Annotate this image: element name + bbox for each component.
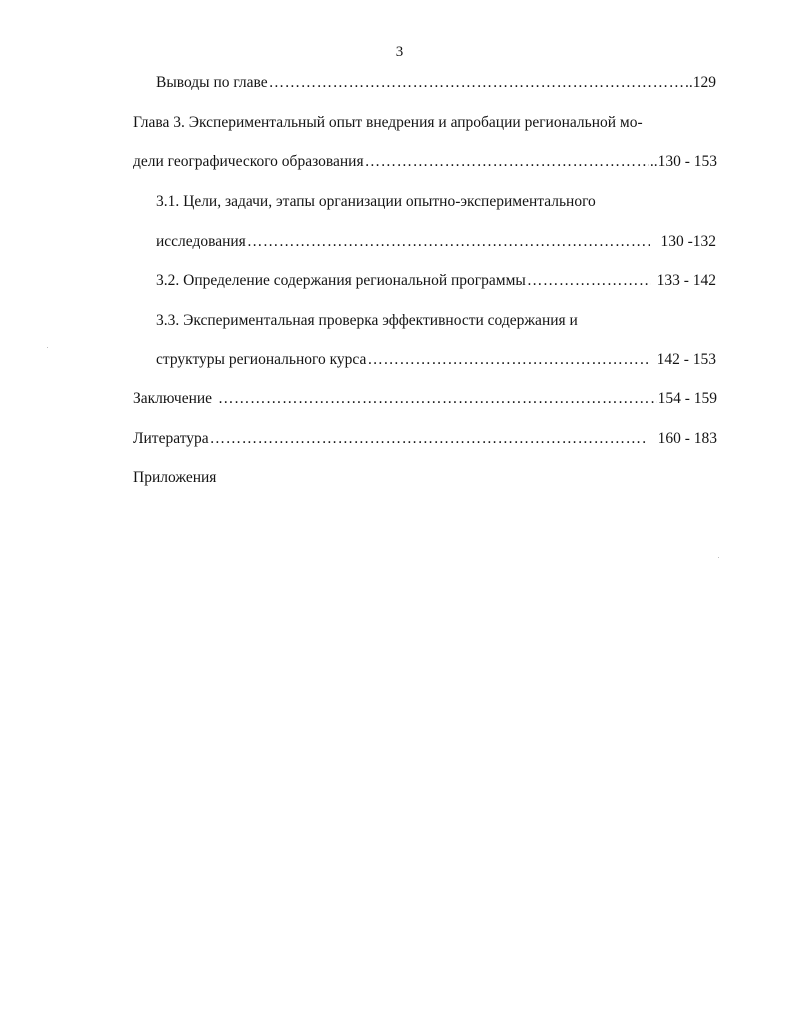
toc-entry-literature (133, 429, 717, 449)
toc-dot-leader (367, 350, 650, 370)
toc-entry-appendices: Приложения (133, 469, 217, 486)
page-number: 3 (395, 44, 404, 60)
scan-speck (47, 347, 48, 348)
toc-entry-pages: 160 - 183 (657, 430, 717, 447)
toc-dot-leader (218, 389, 657, 409)
toc-entry-pages: 154 - 159 (657, 390, 717, 407)
toc-dot-leader (365, 152, 649, 172)
toc-entry-chapter-3 (133, 152, 717, 172)
toc-section-3-1-title-line1: 3.1. Цели, задачи, этапы организации опытно-экспериментального (156, 193, 596, 210)
toc-dot-leader (247, 232, 651, 252)
toc-chapter-3-title-line1: Глава 3. Экспериментальный опыт внедрения и апробации региональной мо- (133, 114, 643, 131)
toc-entry-chapter-conclusions (156, 73, 716, 93)
toc-entry-title: 3.2. Определение содержания региональной программы (156, 272, 526, 289)
toc-entry-section-3-3 (156, 350, 716, 370)
toc-entry-pages: 133 - 142 (656, 272, 716, 289)
toc-dot-leader (210, 429, 646, 449)
toc-entry-title: исследования (156, 233, 246, 250)
toc-entry-section-3-1 (156, 232, 716, 252)
toc-entry-title: Литература (133, 430, 209, 447)
toc-entry-title: дели географического образования (133, 153, 364, 170)
toc-entry-conclusion (133, 389, 717, 409)
toc-entry-title: Выводы по главе (156, 74, 268, 91)
toc-entry-pages: ..129 (685, 74, 716, 91)
toc-entry-pages: 130 -132 (660, 233, 716, 250)
toc-entry-title: Заключение (133, 390, 213, 407)
toc-section-3-3-title-line1: 3.3. Экспериментальная проверка эффективности содержания и (156, 312, 578, 329)
toc-dot-leader (269, 73, 684, 93)
scan-speck (718, 557, 719, 558)
toc-entry-section-3-2 (156, 271, 716, 291)
toc-dot-leader (527, 271, 651, 291)
toc-entry-pages: ..130 - 153 (649, 153, 717, 170)
toc-entry-pages: 142 - 153 (656, 351, 716, 368)
toc-entry-title: структуры регионального курса (156, 351, 367, 368)
